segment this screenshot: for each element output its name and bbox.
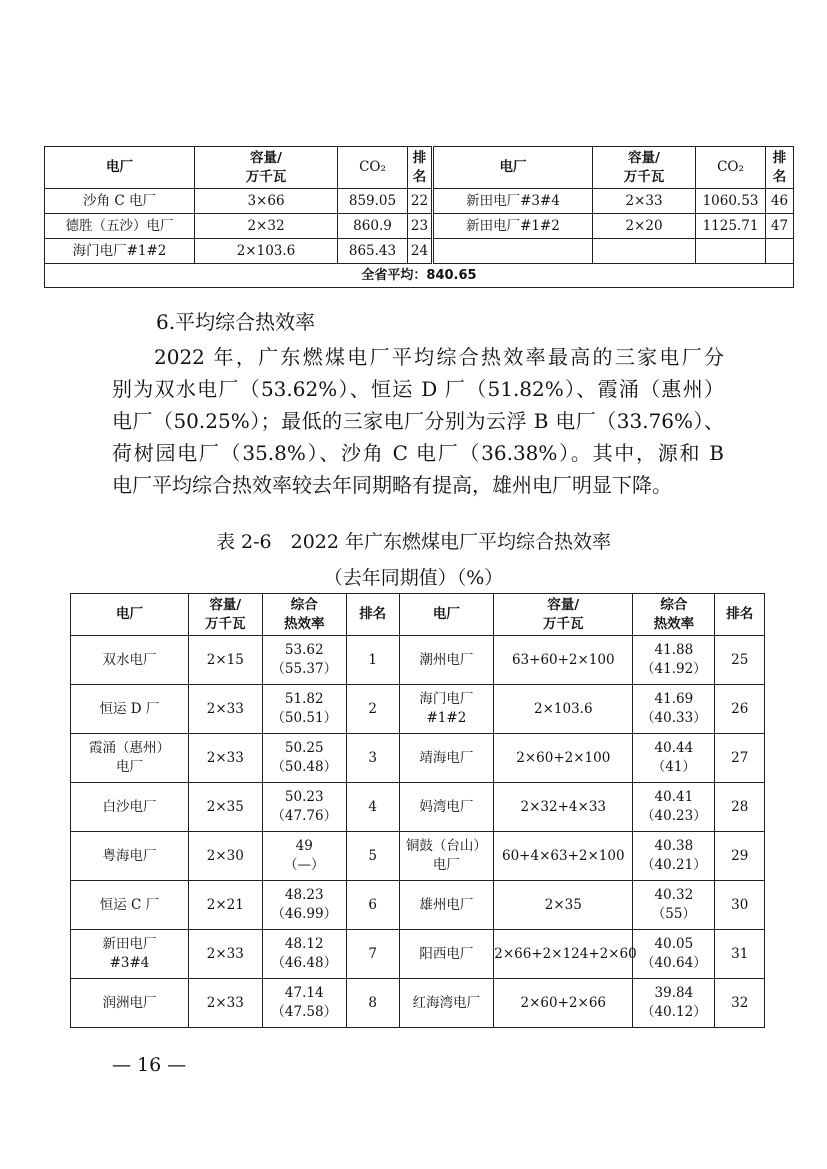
previous-year-value: （41） [651, 759, 696, 775]
efficiency-cell [262, 979, 346, 1028]
efficiency-value: 50.25 [284, 740, 324, 756]
plant-cell: 妈湾电厂 [399, 783, 494, 832]
efficiency-value: 51.82 [284, 691, 324, 707]
efficiency-value: 40.44 [654, 740, 694, 756]
efficiency-cell [633, 636, 715, 685]
header-rank: 排 名 [408, 147, 433, 189]
efficiency-value: 48.12 [284, 936, 324, 952]
header-capacity: 容量/ 万千瓦 [494, 594, 633, 636]
rank-cell: 1 [346, 636, 399, 685]
previous-year-value: （40.23） [641, 808, 707, 824]
paragraph-line: 电厂平均综合热效率较去年同期略有提高，雄州电厂明显下降。 [112, 473, 672, 497]
capacity-cell: 2×21 [188, 881, 262, 930]
header-rank: 排 名 [766, 147, 794, 189]
rank-cell: 30 [715, 881, 765, 930]
plant-cell: 靖海电厂 [399, 734, 494, 783]
capacity-cell: 2×33 [593, 189, 696, 214]
capacity-cell: 2×32+4×33 [494, 783, 633, 832]
previous-year-value: （46.48） [271, 955, 338, 971]
table-row [71, 832, 765, 881]
plant-cell: 新田电厂 #3#4 [71, 930, 189, 979]
table-row [45, 214, 794, 239]
header-rank: 排名 [715, 594, 765, 636]
capacity-cell: 60+4×63+2×100 [494, 832, 633, 881]
previous-year-value: （46.99） [271, 906, 338, 922]
rank-cell: 23 [408, 214, 433, 239]
plant-cell: 海门电厂#1#2 [45, 239, 195, 264]
header-capacity: 容量/ 万千瓦 [188, 594, 262, 636]
header-capacity: 容量/ 万千瓦 [195, 147, 338, 189]
capacity-cell: 2×33 [188, 979, 262, 1028]
table-row [71, 734, 765, 783]
plant-cell: 红海湾电厂 [399, 979, 494, 1028]
rank-cell: 31 [715, 930, 765, 979]
header-capacity: 容量/ 万千瓦 [593, 147, 696, 189]
efficiency-cell [633, 979, 715, 1028]
plant-cell: 海门电厂 #1#2 [399, 685, 494, 734]
capacity-cell: 2×66+2×124+2×60 [494, 930, 633, 979]
section-heading: 6.平均综合热效率 [156, 310, 316, 334]
rank-cell: 4 [346, 783, 399, 832]
rank-cell: 27 [715, 734, 765, 783]
header-co2: CO₂ [696, 147, 766, 189]
header-plant: 电厂 [399, 594, 494, 636]
header-plant: 电厂 [433, 147, 593, 189]
plant-cell: 新田电厂#3#4 [433, 189, 593, 214]
previous-year-value: （40.21） [641, 857, 707, 873]
efficiency-table [70, 593, 765, 1028]
efficiency-value: 47.14 [284, 985, 324, 1001]
capacity-cell: 2×35 [188, 783, 262, 832]
efficiency-cell [633, 734, 715, 783]
previous-year-value: （47.58） [271, 1004, 338, 1020]
plant-cell: 粤海电厂 [71, 832, 189, 881]
co2-cell: 1060.53 [696, 189, 766, 214]
efficiency-cell [633, 930, 715, 979]
rank-cell: 22 [408, 189, 433, 214]
efficiency-cell [633, 685, 715, 734]
header-efficiency: 综合 热效率 [633, 594, 715, 636]
table-caption-sub: （去年同期值）（%） [323, 567, 504, 589]
rank-cell: 26 [715, 685, 765, 734]
table-row [71, 636, 765, 685]
capacity-cell: 2×32 [195, 214, 338, 239]
previous-year-value: （50.48） [271, 759, 338, 775]
rank-cell: 28 [715, 783, 765, 832]
efficiency-cell [633, 832, 715, 881]
efficiency-value: 40.32 [654, 887, 694, 903]
plant-cell: 德胜（五沙）电厂 [45, 214, 195, 239]
capacity-cell: 63+60+2×100 [494, 636, 633, 685]
rank-cell: 29 [715, 832, 765, 881]
rank-cell: 46 [766, 189, 794, 214]
efficiency-cell [262, 881, 346, 930]
capacity-cell: 2×20 [593, 214, 696, 239]
co2-cell: 865.43 [338, 239, 408, 264]
previous-year-value: （55.37） [271, 661, 338, 677]
efficiency-value: 50.23 [284, 789, 324, 805]
rank-cell: 32 [715, 979, 765, 1028]
plant-cell: 雄州电厂 [399, 881, 494, 930]
capacity-cell: 2×15 [188, 636, 262, 685]
previous-year-value: （40.33） [641, 710, 707, 726]
table-caption: 表 2-6 2022 年广东燃煤电厂平均综合热效率 [215, 531, 612, 553]
capacity-cell: 2×103.6 [195, 239, 338, 264]
co2-cell: 1125.71 [696, 214, 766, 239]
rank-cell: 8 [346, 979, 399, 1028]
header-efficiency: 综合 热效率 [262, 594, 346, 636]
paragraph-line: 电厂（50.25%）；最低的三家电厂分别为云浮 B 电厂（33.76%）、 [112, 409, 724, 433]
rank-cell: 7 [346, 930, 399, 979]
table-row [71, 979, 765, 1028]
efficiency-cell [262, 930, 346, 979]
empty-cell [766, 239, 794, 264]
previous-year-value: （—） [284, 857, 325, 873]
header-plant: 电厂 [71, 594, 189, 636]
page-number: — 16 — [112, 1054, 187, 1076]
province-average: 全省平均：840.65 [45, 264, 794, 288]
header-rank: 排名 [346, 594, 399, 636]
efficiency-cell [633, 783, 715, 832]
previous-year-value: （50.51） [271, 710, 338, 726]
capacity-cell: 2×33 [188, 930, 262, 979]
rank-cell: 25 [715, 636, 765, 685]
paragraph-line: 荷树园电厂（35.8%）、沙角 C 电厂（36.38%）。其中，源和 B [112, 441, 724, 465]
plant-cell: 沙角 C 电厂 [45, 189, 195, 214]
rank-cell: 3 [346, 734, 399, 783]
efficiency-cell [262, 685, 346, 734]
capacity-cell: 2×60+2×100 [494, 734, 633, 783]
plant-cell: 恒运 D 厂 [71, 685, 189, 734]
plant-cell: 恒运 C 厂 [71, 881, 189, 930]
efficiency-value: 48.23 [284, 887, 324, 903]
efficiency-cell [262, 832, 346, 881]
efficiency-cell [262, 734, 346, 783]
rank-cell: 24 [408, 239, 433, 264]
efficiency-value: 41.69 [654, 691, 694, 707]
header-co2: CO₂ [338, 147, 408, 189]
previous-year-value: （40.12） [641, 1004, 707, 1020]
efficiency-value: 53.62 [284, 642, 324, 658]
plant-cell: 白沙电厂 [71, 783, 189, 832]
empty-cell [433, 239, 593, 264]
co2-cell: 859.05 [338, 189, 408, 214]
previous-year-value: （55） [651, 906, 696, 922]
rank-cell: 47 [766, 214, 794, 239]
plant-cell: 潮州电厂 [399, 636, 494, 685]
plant-cell: 阳西电厂 [399, 930, 494, 979]
efficiency-value: 40.38 [654, 838, 694, 854]
plant-cell: 润洲电厂 [71, 979, 189, 1028]
co2-cell: 860.9 [338, 214, 408, 239]
empty-cell [593, 239, 696, 264]
capacity-cell: 2×33 [188, 734, 262, 783]
empty-cell [696, 239, 766, 264]
table-row [71, 881, 765, 930]
efficiency-value: 40.05 [654, 936, 694, 952]
efficiency-value: 41.88 [654, 642, 694, 658]
table-row [45, 189, 794, 214]
paragraph-line: 别为双水电厂（53.62%）、恒运 D 厂（51.82%）、霞涌（惠州） [112, 377, 724, 401]
rank-cell: 6 [346, 881, 399, 930]
section-paragraph [112, 341, 724, 501]
plant-cell: 铜鼓（台山） 电厂 [399, 832, 494, 881]
capacity-cell: 3×66 [195, 189, 338, 214]
capacity-cell: 2×33 [188, 685, 262, 734]
plant-cell: 双水电厂 [71, 636, 189, 685]
previous-year-value: （47.76） [271, 808, 338, 824]
capacity-cell: 2×35 [494, 881, 633, 930]
table-row [71, 783, 765, 832]
co2-table [44, 146, 794, 288]
table-row [71, 930, 765, 979]
efficiency-cell [262, 636, 346, 685]
rank-cell: 5 [346, 832, 399, 881]
previous-year-value: （40.64） [641, 955, 707, 971]
rank-cell: 2 [346, 685, 399, 734]
efficiency-cell [262, 783, 346, 832]
efficiency-value: 39.84 [654, 985, 694, 1001]
paragraph-line: 2022 年，广东燃煤电厂平均综合热效率最高的三家电厂分 [154, 345, 724, 369]
efficiency-value: 40.41 [654, 789, 694, 805]
capacity-cell: 2×60+2×66 [494, 979, 633, 1028]
efficiency-cell [633, 881, 715, 930]
previous-year-value: （41.92） [641, 661, 707, 677]
table-row [45, 239, 794, 264]
capacity-cell: 2×30 [188, 832, 262, 881]
plant-cell: 新田电厂#1#2 [433, 214, 593, 239]
capacity-cell: 2×103.6 [494, 685, 633, 734]
efficiency-value: 49 [295, 838, 313, 854]
header-plant: 电厂 [45, 147, 195, 189]
plant-cell: 霞涌（惠州） 电厂 [71, 734, 189, 783]
table-row [71, 685, 765, 734]
